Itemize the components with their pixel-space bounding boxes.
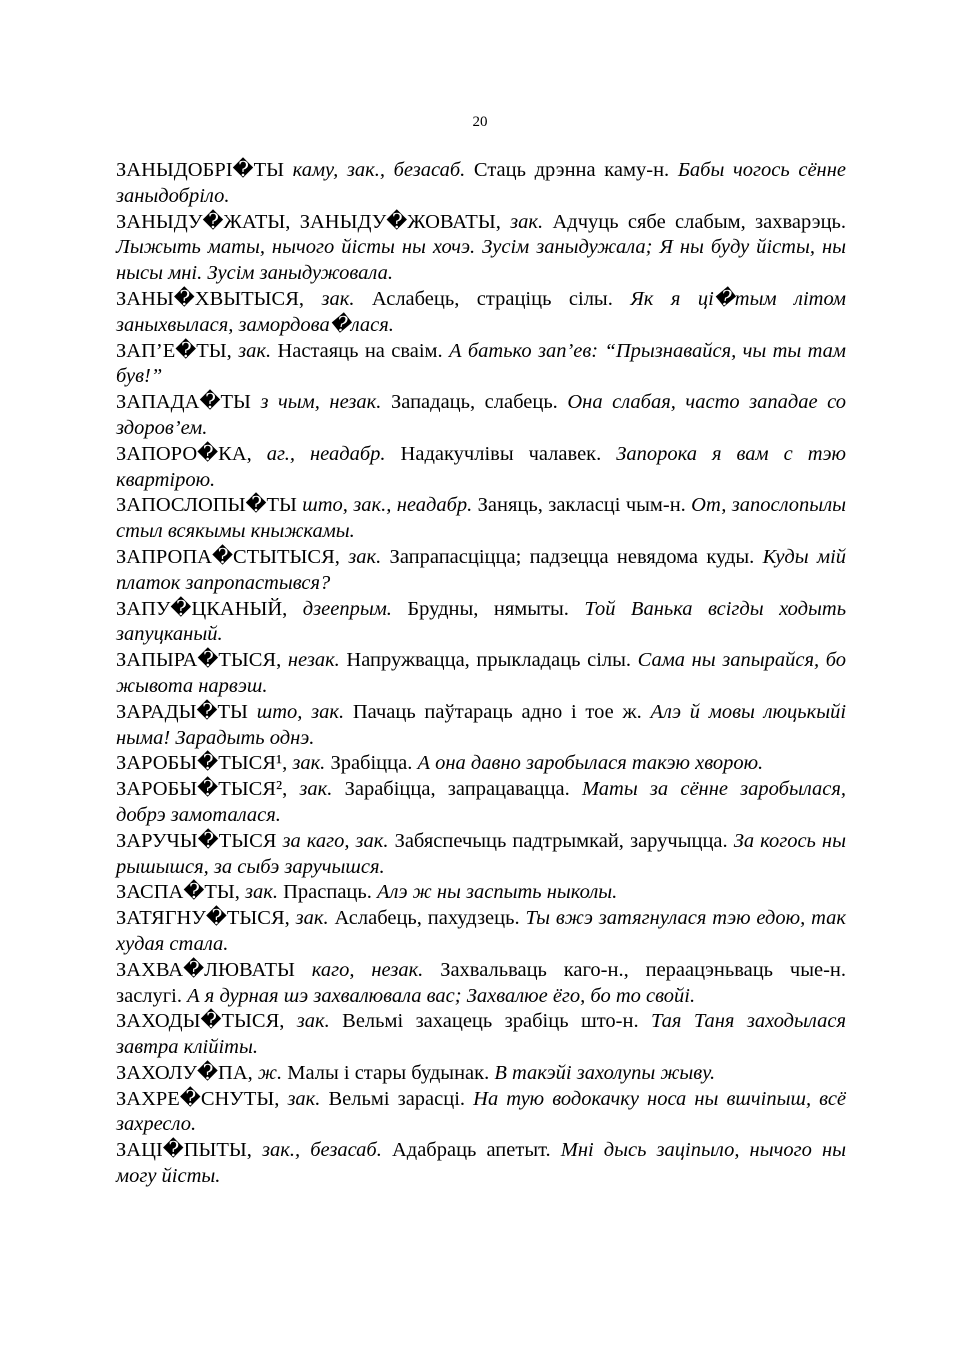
entry-example: От, запослопылы стыл всякымы кныжкамы. [116, 494, 847, 543]
entry-grammar: зак. [287, 1087, 321, 1110]
entry-headword: ЗАСПА�ТЫ, [116, 881, 240, 904]
entry-definition: Заняць, закласці чым-н. [477, 494, 686, 517]
entry-definition: Забяспечыць падтрымкай, заручыцца. [394, 829, 728, 852]
entry-grammar: зак. [295, 907, 329, 930]
entry-headword: ЗАРОБЫ�ТЫСЯ¹, [116, 752, 288, 775]
dictionary-entry [116, 287, 846, 339]
entry-example: А батько зап’ев: “Прызнавайся, чы ты там був!” [116, 339, 846, 388]
entry-grammar: зак. [321, 287, 355, 310]
entry-headword: ЗАХВА�ЛЮВАТЫ [116, 958, 295, 981]
dictionary-entry [116, 158, 846, 210]
entry-grammar: зак. [292, 752, 326, 775]
entry-headword: ЗАПРОПА�СТЫТЫСЯ, [116, 545, 340, 568]
dictionary-entry [116, 1061, 846, 1087]
entry-definition: Аслабець, пахудзець. [334, 907, 520, 930]
entry-definition: Настаяць на сваім. [277, 339, 443, 362]
entry-definition: Малы і стары будынак. [287, 1061, 490, 1084]
entry-definition: Напружвацца, прыкладаць сілы. [346, 649, 632, 672]
entry-example: Она слабая, часто западае со здоров’ем. [116, 391, 847, 439]
entry-example: Бабы чогось сённе заныдобріло. [116, 159, 847, 207]
entry-definition: Западаць, слабець. [390, 391, 558, 414]
entry-grammar: зак. [296, 1010, 330, 1033]
dictionary-entry [116, 880, 846, 906]
entry-definition: Запрапасціцца; падзецца невядома куды. [389, 545, 755, 568]
entry-grammar: зак. [348, 545, 382, 568]
dictionary-entry [116, 700, 846, 752]
dictionary-entry [116, 1009, 846, 1061]
entry-example: Той Ванька всігды ходыть запуцканый. [116, 597, 847, 646]
dictionary-entry [116, 442, 846, 494]
entry-headword: ЗАХРЕ�СНУТЫ, [116, 1087, 280, 1110]
entry-example: Ты вжэ затягнулася тэю едою, так худая стала. [116, 907, 846, 955]
entry-grammar: з чым, незак. [260, 391, 382, 414]
entry-definition: Брудны, нямыты. [407, 597, 569, 620]
entry-example: Алэ й мовы люцькыйі ныма! Зарадыть однэ. [116, 700, 847, 749]
entry-headword: ЗАПАДА�ТЫ [116, 391, 251, 414]
entry-example: Алэ ж ны заспыть ныколы. [377, 881, 618, 904]
entry-grammar: зак. [238, 339, 272, 362]
entry-headword: ЗАНЫДУ�ЖАТЫ, ЗАНЫДУ�ЖОВАТЫ, [116, 210, 501, 233]
entry-example: Маты за сённе заробылася, добрэ замоталася. [116, 778, 847, 826]
entry-headword: ЗАТЯГНУ�ТЫСЯ, [116, 907, 290, 930]
entry-grammar: зак. [510, 210, 544, 233]
entry-definition: Вельмі захацець зрабіць што-н. [342, 1010, 639, 1033]
entry-example: В такэйі захолупы жыву. [494, 1061, 716, 1084]
dictionary-entry [116, 545, 846, 597]
entry-grammar: дзеепрым. [302, 597, 392, 620]
dictionary-entry [116, 958, 846, 1010]
entry-grammar: незак. [287, 649, 340, 672]
entry-grammar: за каго, зак. [282, 829, 389, 852]
entry-definition: Аслабець, страціць сілы. [371, 287, 613, 310]
entry-headword: ЗАП’Е�ТЫ, [116, 339, 232, 362]
dictionary-entry [116, 390, 846, 442]
entry-definition: Надакучлівы чалавек. [400, 442, 602, 465]
entry-definition: Захвальваць каго-н., пераацэньваць чые-н. заслугі. [116, 958, 847, 1007]
entry-headword: ЗАРАДЫ�ТЫ [116, 700, 248, 723]
dictionary-entries [116, 158, 846, 1190]
dictionary-entry [116, 829, 846, 881]
page-number: 20 [472, 114, 488, 130]
dictionary-entry [116, 339, 846, 391]
entry-grammar: каму, зак., безасаб. [292, 159, 466, 181]
entry-headword: ЗАХОЛУ�ПА, [116, 1061, 253, 1084]
entry-example: А она давно заробылася такэю хворою. [417, 752, 764, 775]
entry-headword: ЗАХОДЫ�ТЫСЯ, [116, 1010, 285, 1033]
entry-grammar: што, зак., неадабр. [302, 494, 473, 517]
entry-headword: ЗАПОРО�КА, [116, 442, 252, 465]
dictionary-entry [116, 777, 846, 829]
entry-example: Запорока я вам с тэю квартірою. [116, 442, 846, 491]
entry-grammar: каго, незак. [311, 958, 424, 981]
entry-example: Сама ны запырайся, бо жывота нарвэш. [116, 649, 847, 697]
entry-example: Тая Таня заходылася завтра клійіты. [116, 1010, 846, 1059]
entry-example: Куды мій платок запропастывся? [116, 545, 847, 594]
entry-definition: Вельмі зарасці. [328, 1087, 466, 1110]
entry-headword: ЗАПУ�ЦКАНЫЙ, [116, 597, 288, 620]
entry-headword: ЗАПЫРА�ТЫСЯ, [116, 649, 282, 672]
entry-grammar: зак. [245, 881, 278, 904]
entry-grammar: што, зак. [256, 700, 345, 723]
entry-definition: Пачаць паўтараць адно і тое ж. [352, 700, 642, 723]
entry-grammar: зак., безасаб. [262, 1139, 382, 1162]
entry-grammar: аг., неадабр. [266, 442, 386, 465]
dictionary-entry [116, 648, 846, 700]
dictionary-entry [116, 1138, 846, 1190]
entry-definition: Стаць дрэнна каму-н. [473, 159, 670, 181]
dictionary-entry [116, 597, 846, 649]
entry-example: Лыжыть маты, нычого йісты ны хочэ. Зусім заныдужала; Я ны буду йісты, ны нысы мні. Зусім заныдужовала. [116, 236, 846, 285]
entry-definition: Зрабіцца. [330, 752, 413, 775]
entry-headword: ЗАЦІ�ПЫТЫ, [116, 1139, 252, 1162]
entry-definition: Праспаць. [283, 881, 372, 904]
entry-definition: Зарабіцца, запрацавацца. [344, 778, 570, 801]
dictionary-entry [116, 210, 846, 287]
entry-example: Мні дысь заціпыло, нычого ны могу йісты. [116, 1139, 847, 1188]
entry-headword: ЗАПОСЛОПЫ�ТЫ [116, 494, 297, 517]
entry-grammar: ж. [257, 1061, 283, 1084]
entry-headword: ЗАНЫ�ХВЫТЫСЯ, [116, 287, 305, 310]
entry-example: За когось ны рышышся, за сыбэ заручышся. [116, 829, 846, 878]
dictionary-entry [116, 1087, 846, 1139]
entry-grammar: зак. [299, 778, 333, 801]
entry-example: Як я ці�тым літом заныхвылася, замордова�лася. [116, 287, 847, 336]
entry-definition: Адчуць сябе слабым, захварэць. [552, 210, 847, 233]
entry-headword: ЗАНЫДОБРІ�ТЫ [116, 159, 284, 181]
dictionary-entry [116, 906, 846, 958]
entry-headword: ЗАРУЧЫ�ТЫСЯ [116, 829, 277, 852]
entry-headword: ЗАРОБЫ�ТЫСЯ², [116, 778, 288, 801]
dictionary-entry [116, 751, 846, 777]
entry-example: На тую водокачку носа ны вшчіпыш, всё захресло. [116, 1087, 847, 1136]
entry-definition: Адабраць апетыт. [391, 1139, 551, 1162]
dictionary-entry [116, 493, 846, 545]
entry-example: А я дурная шэ захвалювала вас; Захвалюе ёго, бо то свойі. [187, 984, 696, 1007]
